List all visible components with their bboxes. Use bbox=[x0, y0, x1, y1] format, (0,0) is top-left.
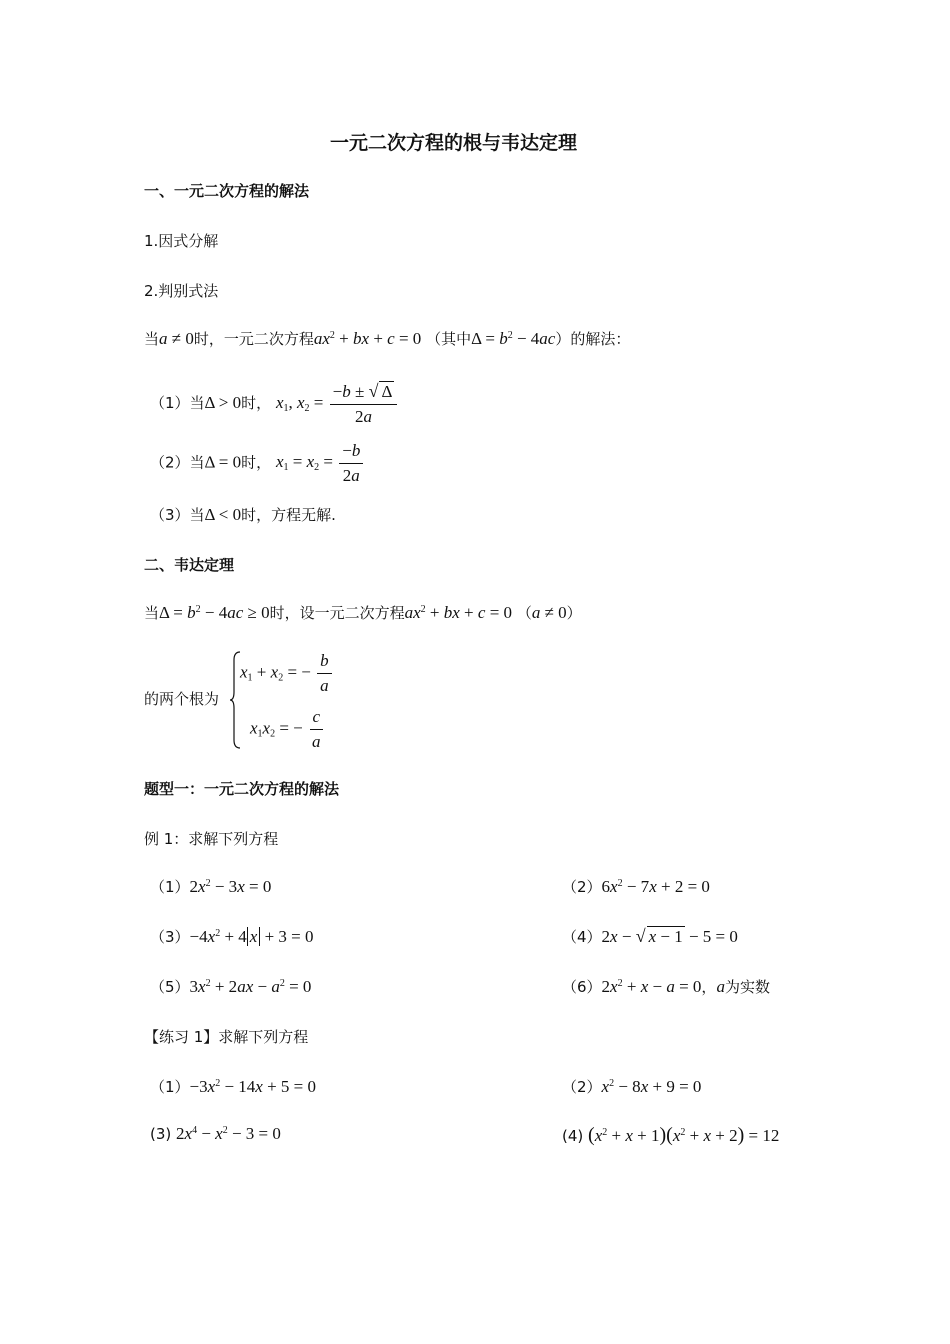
example-1-label: 例 1：求解下列方程 bbox=[144, 830, 279, 848]
equation: $6x^2 - 7x + 2 = 0$ bbox=[601, 877, 710, 896]
item-number: （1） bbox=[150, 878, 190, 896]
case-3 bbox=[150, 504, 336, 525]
math-a: a bbox=[716, 977, 725, 996]
vieta-paren-open: （ bbox=[516, 604, 532, 622]
equation: $3x^2 + 2ax - a^2 = 0$ bbox=[189, 977, 312, 996]
practice-1-item-3 bbox=[150, 1124, 281, 1144]
item-number: （1） bbox=[150, 1078, 190, 1096]
math-delta-def: $\Delta = b^2 - 4ac$ bbox=[471, 329, 556, 348]
item-number: （3） bbox=[150, 928, 190, 946]
intro-paren-open: （其中 bbox=[426, 330, 472, 348]
method-discriminant: 2.判别式法 bbox=[144, 282, 219, 300]
item-number: (4) bbox=[562, 1127, 584, 1145]
practice-1-item-4 bbox=[562, 1124, 779, 1147]
item-number: （5） bbox=[150, 978, 190, 996]
equation: 2x − √ x − 1 − 5 = 0 bbox=[601, 926, 738, 946]
item-number: （2） bbox=[562, 1078, 602, 1096]
case-2-label: （2）当 bbox=[150, 453, 205, 472]
math-double-root-formula: $x_1 = x_2$ = $\frac{-b}{2a}$ bbox=[276, 452, 365, 471]
math-delta-nonnegative: $\Delta = b^2 - 4ac \ge 0$ bbox=[159, 603, 270, 622]
math-delta-positive: Δ > 0 bbox=[204, 392, 242, 412]
math-delta-zero: Δ = 0 bbox=[204, 452, 242, 472]
case-1 bbox=[150, 380, 399, 428]
roots-label: 的两个根为 bbox=[144, 690, 220, 708]
item-6-note: 为实数 bbox=[724, 978, 770, 996]
method-factoring: 1.因式分解 bbox=[144, 232, 219, 250]
page-title: 一元二次方程的根与韦达定理 bbox=[330, 132, 578, 154]
math-a-nonzero-2: a ≠ 0 bbox=[531, 603, 567, 622]
example-1-item-3 bbox=[150, 926, 314, 947]
math-quadratic-2: $ax^2$ + bx + c = 0 bbox=[404, 603, 513, 622]
equation: $2x^2 - 3x = 0$ bbox=[189, 877, 272, 896]
practice-1-item-1 bbox=[150, 1076, 316, 1097]
vieta-middle: 时，设一元二次方程 bbox=[269, 604, 405, 622]
case-2 bbox=[150, 440, 365, 487]
item-number: (3) bbox=[150, 1125, 172, 1143]
equation: $2x^4 - x^2 - 3 = 0$ bbox=[176, 1124, 281, 1143]
equation: $2x^2 + x - a = 0$ bbox=[601, 977, 702, 996]
math-delta-negative: Δ < 0 bbox=[204, 505, 242, 524]
section-heading-solutions: 一、一元二次方程的解法 bbox=[144, 182, 310, 200]
math-two-roots-formula: $x_1$, $x_2$ = $\frac{-b \pm √ \Delta}{2a}$ bbox=[276, 393, 399, 412]
item-6-sep: ， bbox=[701, 978, 717, 996]
intro-prefix: 当 bbox=[144, 330, 160, 348]
case-3-label: （3）当 bbox=[150, 506, 205, 524]
vieta-intro bbox=[144, 602, 582, 623]
vieta-product: $x_1x_2$ = − $\frac{c}{a}$ bbox=[250, 706, 326, 753]
item-number: （4） bbox=[562, 928, 602, 946]
vieta-prefix: 当 bbox=[144, 604, 160, 622]
discriminant-intro bbox=[144, 328, 630, 349]
equation: $-3x^2 - 14x + 5 = 0$ bbox=[189, 1077, 317, 1096]
item-number: （6） bbox=[562, 978, 602, 996]
example-1-item-6 bbox=[562, 976, 770, 997]
type1-heading: 题型一：一元二次方程的解法 bbox=[144, 780, 340, 798]
example-1-item-1 bbox=[150, 876, 271, 897]
case-1-label: （1）当 bbox=[150, 393, 205, 412]
example-1-item-2 bbox=[562, 876, 710, 897]
vieta-sum: $x_1 + x_2$ = − $\frac{b}{a}$ bbox=[240, 650, 334, 697]
math-quadratic: $ax^2$ + bx + c = 0 bbox=[313, 329, 422, 348]
vieta-paren-close: ） bbox=[566, 604, 582, 622]
equation: $x^2 - 8x + 9 = 0$ bbox=[601, 1077, 702, 1096]
item-number: （2） bbox=[562, 878, 602, 896]
example-1-item-5 bbox=[150, 976, 311, 997]
intro-paren-close: ）的解法： bbox=[555, 330, 631, 348]
practice-1-item-2 bbox=[562, 1076, 701, 1097]
case-3-suffix: 时，方程无解. bbox=[241, 506, 336, 524]
equation: $-4x^2 + 4$ x + 3 = 0 bbox=[189, 927, 314, 946]
example-1-item-4 bbox=[562, 926, 738, 947]
equation: $(x^2 + x + 1)(x^2 + x + 2) = 12$ bbox=[588, 1124, 780, 1146]
practice-1-label: 【练习 1】求解下列方程 bbox=[144, 1028, 309, 1046]
section-heading-vieta: 二、韦达定理 bbox=[144, 556, 235, 574]
math-a-nonzero: a ≠ 0 bbox=[159, 329, 194, 348]
intro-suffix: 时，一元二次方程 bbox=[193, 330, 314, 348]
case-2-suffix: 时， bbox=[241, 453, 272, 472]
case-1-suffix: 时， bbox=[241, 393, 272, 412]
